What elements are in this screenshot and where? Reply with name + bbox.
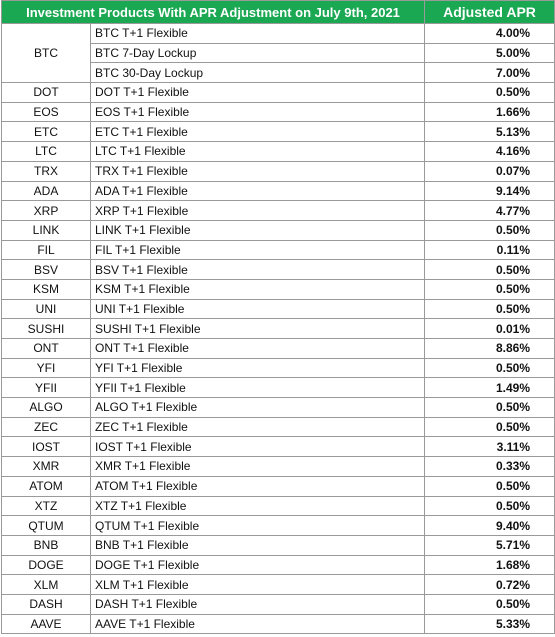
product-cell: DOT T+1 Flexible (91, 83, 425, 103)
apr-cell: 0.50% (425, 594, 555, 614)
product-cell: ZEC T+1 Flexible (91, 417, 425, 437)
product-cell: ONT T+1 Flexible (91, 339, 425, 359)
coin-cell: LINK (2, 220, 91, 240)
apr-cell: 0.11% (425, 240, 555, 260)
table-row (2, 476, 555, 496)
coin-cell: ADA (2, 181, 91, 201)
coin-cell: XRP (2, 201, 91, 221)
apr-cell: 0.50% (425, 220, 555, 240)
coin-cell: TRX (2, 161, 91, 181)
coin-cell: BTC (2, 24, 91, 83)
product-cell: XLM T+1 Flexible (91, 575, 425, 595)
table-row (2, 319, 555, 339)
product-cell: UNI T+1 Flexible (91, 299, 425, 319)
coin-cell: KSM (2, 279, 91, 299)
coin-cell: XTZ (2, 496, 91, 516)
table-row (2, 240, 555, 260)
coin-cell: QTUM (2, 516, 91, 536)
coin-cell: BSV (2, 260, 91, 280)
coin-cell: FIL (2, 240, 91, 260)
table-row (2, 299, 555, 319)
product-cell: DASH T+1 Flexible (91, 594, 425, 614)
table-row (2, 358, 555, 378)
adjusted-apr-header: Adjusted APR (425, 1, 555, 24)
coin-cell: DASH (2, 594, 91, 614)
coin-cell: AAVE (2, 614, 91, 634)
apr-cell: 0.50% (425, 496, 555, 516)
apr-cell: 0.50% (425, 83, 555, 103)
table-row (2, 614, 555, 634)
apr-cell: 0.07% (425, 161, 555, 181)
product-cell: BTC 30-Day Lockup (91, 63, 425, 83)
coin-cell: ONT (2, 339, 91, 359)
coin-cell: YFI (2, 358, 91, 378)
product-cell: XRP T+1 Flexible (91, 201, 425, 221)
product-cell: BSV T+1 Flexible (91, 260, 425, 280)
table-row (2, 142, 555, 162)
coin-cell: ALGO (2, 398, 91, 418)
table-row (2, 555, 555, 575)
apr-cell: 5.71% (425, 535, 555, 555)
apr-cell: 7.00% (425, 63, 555, 83)
apr-cell: 0.50% (425, 417, 555, 437)
product-cell: TRX T+1 Flexible (91, 161, 425, 181)
apr-cell: 0.50% (425, 476, 555, 496)
coin-cell: BNB (2, 535, 91, 555)
product-cell: YFII T+1 Flexible (91, 378, 425, 398)
table-header-row (2, 1, 555, 24)
apr-cell: 0.50% (425, 260, 555, 280)
product-cell: EOS T+1 Flexible (91, 102, 425, 122)
table-row (2, 378, 555, 398)
apr-cell: 5.00% (425, 43, 555, 63)
product-cell: QTUM T+1 Flexible (91, 516, 425, 536)
coin-cell: DOT (2, 83, 91, 103)
product-cell: BTC T+1 Flexible (91, 24, 425, 44)
product-cell: ALGO T+1 Flexible (91, 398, 425, 418)
coin-cell: XMR (2, 457, 91, 477)
product-cell: SUSHI T+1 Flexible (91, 319, 425, 339)
product-cell: BNB T+1 Flexible (91, 535, 425, 555)
table-row (2, 161, 555, 181)
table-row (2, 24, 555, 44)
apr-cell: 8.86% (425, 339, 555, 359)
apr-cell: 4.77% (425, 201, 555, 221)
product-cell: FIL T+1 Flexible (91, 240, 425, 260)
table-row (2, 201, 555, 221)
product-cell: AAVE T+1 Flexible (91, 614, 425, 634)
apr-cell: 1.49% (425, 378, 555, 398)
table-row (2, 535, 555, 555)
table-row (2, 398, 555, 418)
coin-cell: EOS (2, 102, 91, 122)
apr-adjustment-table (1, 0, 555, 634)
table-row (2, 594, 555, 614)
product-cell: YFI T+1 Flexible (91, 358, 425, 378)
apr-cell: 4.16% (425, 142, 555, 162)
table-row (2, 279, 555, 299)
apr-cell: 1.68% (425, 555, 555, 575)
apr-cell: 4.00% (425, 24, 555, 44)
apr-cell: 9.40% (425, 516, 555, 536)
product-cell: ATOM T+1 Flexible (91, 476, 425, 496)
product-cell: IOST T+1 Flexible (91, 437, 425, 457)
apr-cell: 0.50% (425, 398, 555, 418)
table-row (2, 102, 555, 122)
table-row (2, 516, 555, 536)
coin-cell: IOST (2, 437, 91, 457)
table-row (2, 181, 555, 201)
product-cell: DOGE T+1 Flexible (91, 555, 425, 575)
coin-cell: LTC (2, 142, 91, 162)
table-row (2, 260, 555, 280)
table-row (2, 122, 555, 142)
table-row (2, 220, 555, 240)
table-row (2, 339, 555, 359)
apr-cell: 0.01% (425, 319, 555, 339)
product-cell: BTC 7-Day Lockup (91, 43, 425, 63)
table-row (2, 496, 555, 516)
coin-cell: SUSHI (2, 319, 91, 339)
coin-cell: ETC (2, 122, 91, 142)
apr-cell: 9.14% (425, 181, 555, 201)
coin-cell: DOGE (2, 555, 91, 575)
table-row (2, 437, 555, 457)
product-cell: ETC T+1 Flexible (91, 122, 425, 142)
table-body (2, 24, 555, 634)
product-cell: XTZ T+1 Flexible (91, 496, 425, 516)
table-row (2, 575, 555, 595)
apr-cell: 0.50% (425, 279, 555, 299)
product-cell: ADA T+1 Flexible (91, 181, 425, 201)
apr-cell: 1.66% (425, 102, 555, 122)
table-row (2, 417, 555, 437)
table-title: Investment Products With APR Adjustment on July 9th, 2021 (2, 1, 425, 24)
apr-cell: 5.33% (425, 614, 555, 634)
coin-cell: XLM (2, 575, 91, 595)
table-row (2, 83, 555, 103)
apr-cell: 0.33% (425, 457, 555, 477)
coin-cell: YFII (2, 378, 91, 398)
coin-cell: UNI (2, 299, 91, 319)
apr-cell: 0.50% (425, 299, 555, 319)
product-cell: KSM T+1 Flexible (91, 279, 425, 299)
product-cell: LINK T+1 Flexible (91, 220, 425, 240)
coin-cell: ATOM (2, 476, 91, 496)
apr-cell: 0.50% (425, 358, 555, 378)
table-row (2, 457, 555, 477)
apr-cell: 0.72% (425, 575, 555, 595)
product-cell: XMR T+1 Flexible (91, 457, 425, 477)
coin-cell: ZEC (2, 417, 91, 437)
apr-cell: 5.13% (425, 122, 555, 142)
apr-cell: 3.11% (425, 437, 555, 457)
product-cell: LTC T+1 Flexible (91, 142, 425, 162)
